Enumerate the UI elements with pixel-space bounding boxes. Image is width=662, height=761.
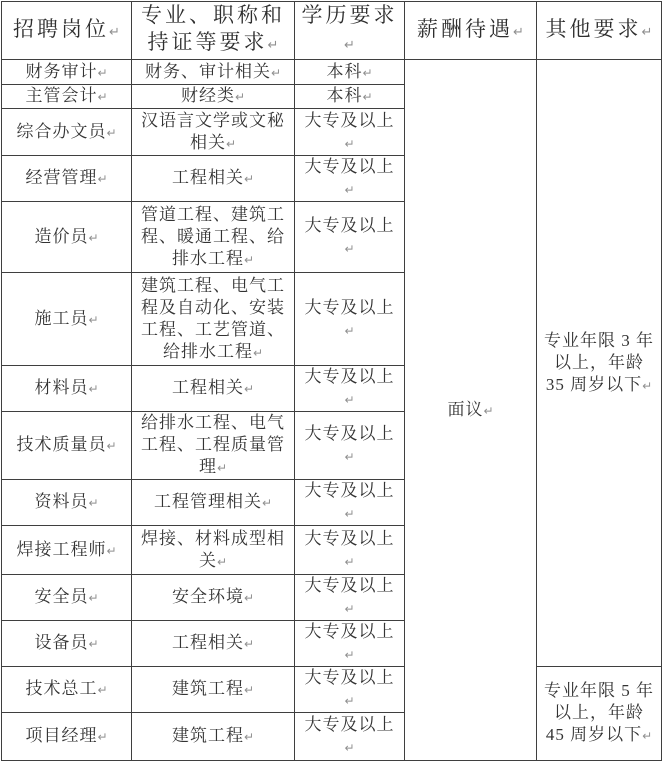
paragraph-mark: ↵ [243,252,255,267]
major-text: 财经类 [180,86,235,105]
paragraph-mark: ↵ [88,382,99,396]
paragraph-mark: ↵ [267,38,279,53]
position-cell [2,621,132,667]
paragraph-mark: ↵ [88,496,99,510]
major-cell [132,667,295,713]
education-text: 本科 [326,86,363,105]
header-other [537,2,662,60]
paragraph-mark: ↵ [106,125,117,140]
position-text: 造价员 [34,226,89,246]
major-cell [132,366,295,412]
position-cell [2,412,132,480]
paragraph-mark: ↵ [483,403,494,418]
education-cell [295,526,405,575]
education-cell [295,60,405,85]
salary-cell [405,60,537,761]
major-text: 给排水工程、电气工程、工程质量管理 [141,413,285,476]
other-requirement-text: 专业年限 5 年以上，年龄 45 周岁以下 [544,681,654,744]
major-cell [132,575,295,621]
other-requirement-cell [537,60,662,667]
education-cell [295,109,405,156]
major-cell [132,480,295,526]
paragraph-mark: ↵ [261,496,273,510]
position-text: 经营管理 [25,168,98,187]
education-cell [295,366,405,412]
header-position [2,2,132,60]
education-cell [295,156,405,202]
paragraph-mark: ↵ [88,591,99,605]
major-text: 管道工程、建筑工程、暖通工程、给排水工程 [141,204,285,268]
major-cell [132,621,295,667]
position-text: 项目经理 [25,726,98,745]
education-text: 大专及以上 [304,481,395,500]
position-text: 技术质量员 [16,435,107,454]
paragraph-mark: ↵ [344,393,355,407]
position-text: 焊接工程师 [16,539,107,559]
education-text: 大专及以上 [304,528,395,548]
paragraph-mark: ↵ [97,683,108,697]
education-cell [295,621,405,667]
recruitment-table [1,1,662,761]
major-text: 工程管理相关 [153,492,262,511]
position-cell [2,273,132,366]
major-cell [132,156,295,202]
major-text: 建筑工程 [171,679,244,698]
paragraph-mark: ↵ [243,172,255,186]
major-text: 建筑工程、电气工程及自动化、安装工程、工艺管道、给排水工程 [141,275,285,361]
position-cell [2,526,132,575]
major-cell [132,526,295,575]
major-text: 工程相关 [171,633,244,652]
position-cell [2,575,132,621]
paragraph-mark: ↵ [216,461,228,475]
paragraph-mark: ↵ [225,136,237,151]
education-cell [295,667,405,713]
paragraph-mark: ↵ [344,323,355,338]
paragraph-mark: ↵ [344,241,355,256]
major-text: 焊接、材料成型相关 [141,528,285,570]
position-cell [2,85,132,109]
education-text: 大专及以上 [304,367,395,386]
position-cell [2,156,132,202]
major-text: 安全环境 [171,587,244,606]
paragraph-mark: ↵ [344,183,355,197]
position-text: 施工员 [34,308,89,328]
paragraph-mark: ↵ [344,450,355,464]
paragraph-mark: ↵ [243,591,255,605]
education-cell [295,412,405,480]
paragraph-mark: ↵ [362,90,373,104]
header-education-label: 学历要求 [301,3,398,27]
paragraph-mark: ↵ [88,230,99,245]
paragraph-mark: ↵ [270,65,282,80]
paragraph-mark: ↵ [641,24,653,40]
major-cell [132,60,295,85]
major-cell [132,202,295,273]
position-cell [2,366,132,412]
paragraph-mark: ↵ [344,648,355,662]
position-text: 主管会计 [25,86,98,105]
major-cell [132,713,295,761]
position-cell [2,202,132,273]
paragraph-mark: ↵ [642,729,653,743]
education-text: 大专及以上 [304,157,395,176]
education-text: 本科 [326,61,363,81]
paragraph-mark: ↵ [344,507,355,521]
salary-text: 面议 [447,399,484,419]
education-cell [295,480,405,526]
other-requirement-text: 专业年限 3 年以上，年龄 35 周岁以下 [544,330,654,394]
position-text: 设备员 [34,633,89,652]
education-text: 大专及以上 [304,576,395,595]
position-cell [2,109,132,156]
paragraph-mark: ↵ [234,90,246,104]
paragraph-mark: ↵ [252,345,264,360]
header-education [295,2,405,60]
position-cell [2,667,132,713]
education-text: 大专及以上 [304,622,395,641]
position-text: 资料员 [34,492,89,511]
header-major-label: 专业、职称和持证等要求 [141,3,285,54]
paragraph-mark: ↵ [88,312,99,327]
paragraph-mark: ↵ [243,637,255,651]
other-requirement-cell [537,667,662,761]
education-cell [295,85,405,109]
education-text: 大专及以上 [304,715,395,734]
paragraph-mark: ↵ [109,24,120,40]
table-row [2,60,662,85]
paragraph-mark: ↵ [106,543,117,558]
paragraph-mark: ↵ [106,439,117,453]
major-text: 工程相关 [171,168,244,187]
major-cell [132,273,295,366]
paragraph-mark: ↵ [97,730,108,744]
paragraph-mark: ↵ [642,378,653,393]
position-text: 技术总工 [25,679,98,698]
education-text: 大专及以上 [304,110,395,130]
paragraph-mark: ↵ [97,90,108,104]
education-text: 大专及以上 [304,297,395,317]
document-page [0,1,662,755]
paragraph-mark: ↵ [344,694,355,708]
education-text: 大专及以上 [304,215,395,235]
header-other-label: 其他要求 [545,16,642,41]
paragraph-mark: ↵ [344,554,355,569]
paragraph-mark: ↵ [243,382,255,396]
education-cell [295,202,405,273]
paragraph-mark: ↵ [216,554,228,569]
paragraph-mark: ↵ [344,602,355,616]
header-position-label: 招聘岗位 [13,16,110,41]
paragraph-mark: ↵ [344,38,355,53]
paragraph-mark: ↵ [362,65,373,80]
education-cell [295,575,405,621]
position-cell [2,60,132,85]
position-cell [2,713,132,761]
paragraph-mark: ↵ [344,136,355,151]
position-text: 综合办文员 [16,121,107,141]
education-text: 大专及以上 [304,668,395,687]
major-text: 工程相关 [171,378,244,397]
table-row [2,667,662,713]
major-text: 建筑工程 [171,726,244,745]
major-text: 汉语言文学或文秘相关 [141,110,285,152]
position-text: 材料员 [34,378,89,397]
position-cell [2,480,132,526]
paragraph-mark: ↵ [88,637,99,651]
major-text: 财务、审计相关 [144,61,271,81]
position-text: 财务审计 [25,61,98,81]
paragraph-mark: ↵ [344,741,355,755]
paragraph-mark: ↵ [243,683,255,697]
education-cell [295,713,405,761]
header-salary-label: 薪酬待遇 [417,16,514,41]
major-cell [132,412,295,480]
paragraph-mark: ↵ [97,172,108,186]
paragraph-mark: ↵ [513,24,524,40]
header-salary [405,2,537,60]
header-row [2,2,662,60]
paragraph-mark: ↵ [243,730,255,744]
major-cell [132,85,295,109]
education-cell [295,273,405,366]
header-major [132,2,295,60]
paragraph-mark: ↵ [97,65,108,80]
major-cell [132,109,295,156]
education-text: 大专及以上 [304,424,395,443]
position-text: 安全员 [34,587,89,606]
